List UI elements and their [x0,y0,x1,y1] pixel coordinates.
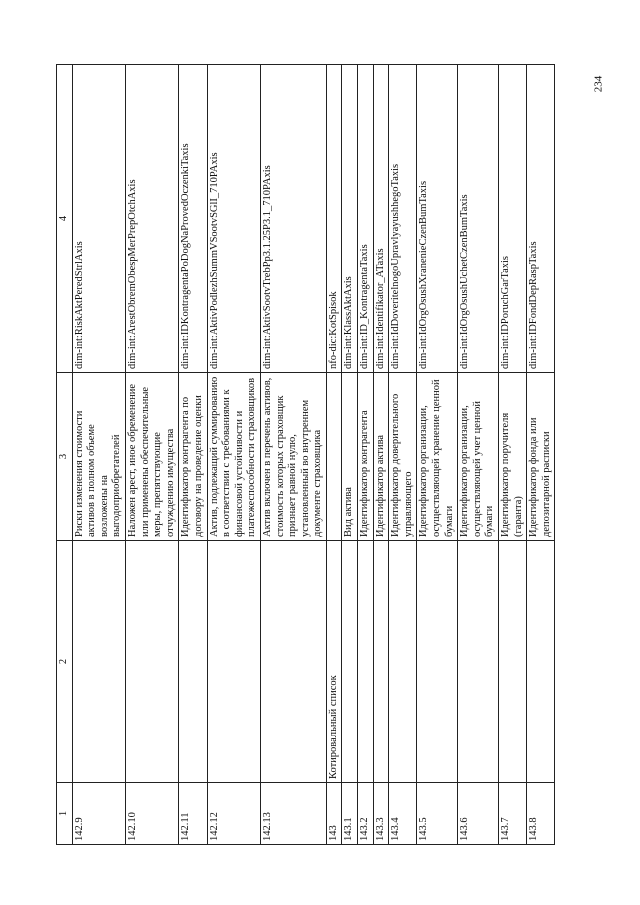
registry-table [56,64,555,845]
table-row [72,65,125,845]
rotated-page-content [56,65,589,845]
page-number: 234 [592,75,605,93]
row-name [458,541,499,783]
header-col-1: 1 [57,783,73,845]
table-row [260,65,326,845]
row-name: Котировальный список [326,541,342,783]
row-dimension: dim-int:IdOrgOsushXranenieCzenBumTaxis [417,65,458,373]
row-description: Идентификатор контрагента по договору на проведение оценки [179,373,207,541]
row-code: 143.6 [458,783,499,845]
row-dimension: dim-int:ArestObremObespMerPrepOtchAxis [125,65,178,373]
header-col-3: 3 [57,373,73,541]
row-code: 143.8 [527,783,555,845]
row-dimension: dim-int:AktivPodlezhSummVSootvSGlI_710PAxis [207,65,260,373]
row-description: Идентификатор доверительного управляющего [389,373,417,541]
row-code: 143.1 [342,783,358,845]
row-name [373,541,389,783]
table-row [458,65,499,845]
row-description: Актив включен в перечень активов, стоимость которых страховщик признает равной нулю, установленный во внутреннем документе страховщика [260,373,326,541]
row-name [125,541,178,783]
row-description: Вид актива [342,373,358,541]
table-header-row [57,65,73,845]
row-code: 143.5 [417,783,458,845]
row-code: 142.11 [179,783,207,845]
row-code: 143.3 [373,783,389,845]
table-row [207,65,260,845]
row-description: Риски изменения стоимости активов в полном объеме возложены на выгодоприобретателей [72,373,125,541]
row-dimension: dim-int:IDKontragentaPoDogNaProvedOczenkiTaxis [179,65,207,373]
row-description: Идентификатор контрагента [358,373,374,541]
row-description [326,373,342,541]
row-dimension: dim-int:Identifikator_ATaxis [373,65,389,373]
row-code: 143.2 [358,783,374,845]
row-dimension: dim-int:KlassAktAxis [342,65,358,373]
header-col-4: 4 [57,65,73,373]
row-code: 142.13 [260,783,326,845]
row-dimension: nfo-dic:KotSpisok [326,65,342,373]
row-code: 143.7 [499,783,527,845]
row-code: 143.4 [389,783,417,845]
row-name [417,541,458,783]
row-dimension: dim-int:IdOrgOsushUchetCzenBumTaxis [458,65,499,373]
row-name [527,541,555,783]
table-row [179,65,207,845]
row-name [499,541,527,783]
row-description: Актив, подлежащий суммированию в соответствии с требованиями к финансовой устойчивости и платежеспособности страховщиков [207,373,260,541]
row-name [260,541,326,783]
row-description: Идентификатор актива [373,373,389,541]
table-row [326,65,342,845]
table-row [358,65,374,845]
row-name [389,541,417,783]
row-description: Наложен арест, иное обременение или применены обеспечительные меры, препятствующие отчуждению имущества [125,373,178,541]
row-name [179,541,207,783]
header-col-2: 2 [57,541,73,783]
row-name [342,541,358,783]
table-row [499,65,527,845]
table-row [342,65,358,845]
row-name [358,541,374,783]
row-name [72,541,125,783]
row-dimension: dim-int:IDPoruchGarTaxis [499,65,527,373]
row-code: 143 [326,783,342,845]
row-dimension: dim-int:AktivSootvTrebPp3.1.25P3.1_710PAxis [260,65,326,373]
table-row [373,65,389,845]
row-code: 142.12 [207,783,260,845]
row-description: Идентификатор фонда или депозитарной расписки [527,373,555,541]
table-row [125,65,178,845]
table-row [389,65,417,845]
row-dimension: dim-int:IDFondDepRaspTaxis [527,65,555,373]
row-code: 142.10 [125,783,178,845]
row-code: 142.9 [72,783,125,845]
row-dimension: dim-int:IdDoveritelnogoUpravlyayushhegoTaxis [389,65,417,373]
table-row [417,65,458,845]
row-description: Идентификатор поручителя (гаранта) [499,373,527,541]
row-description: Идентификатор организации, осуществляющей хранение ценной бумаги [417,373,458,541]
row-dimension: dim-int:RiskAktPeredStrlAxis [72,65,125,373]
row-dimension: dim-int:ID_KontragentaTaxis [358,65,374,373]
row-description: Идентификатор организации, осуществляющей учет ценной бумаги [458,373,499,541]
table-row [527,65,555,845]
row-name [207,541,260,783]
